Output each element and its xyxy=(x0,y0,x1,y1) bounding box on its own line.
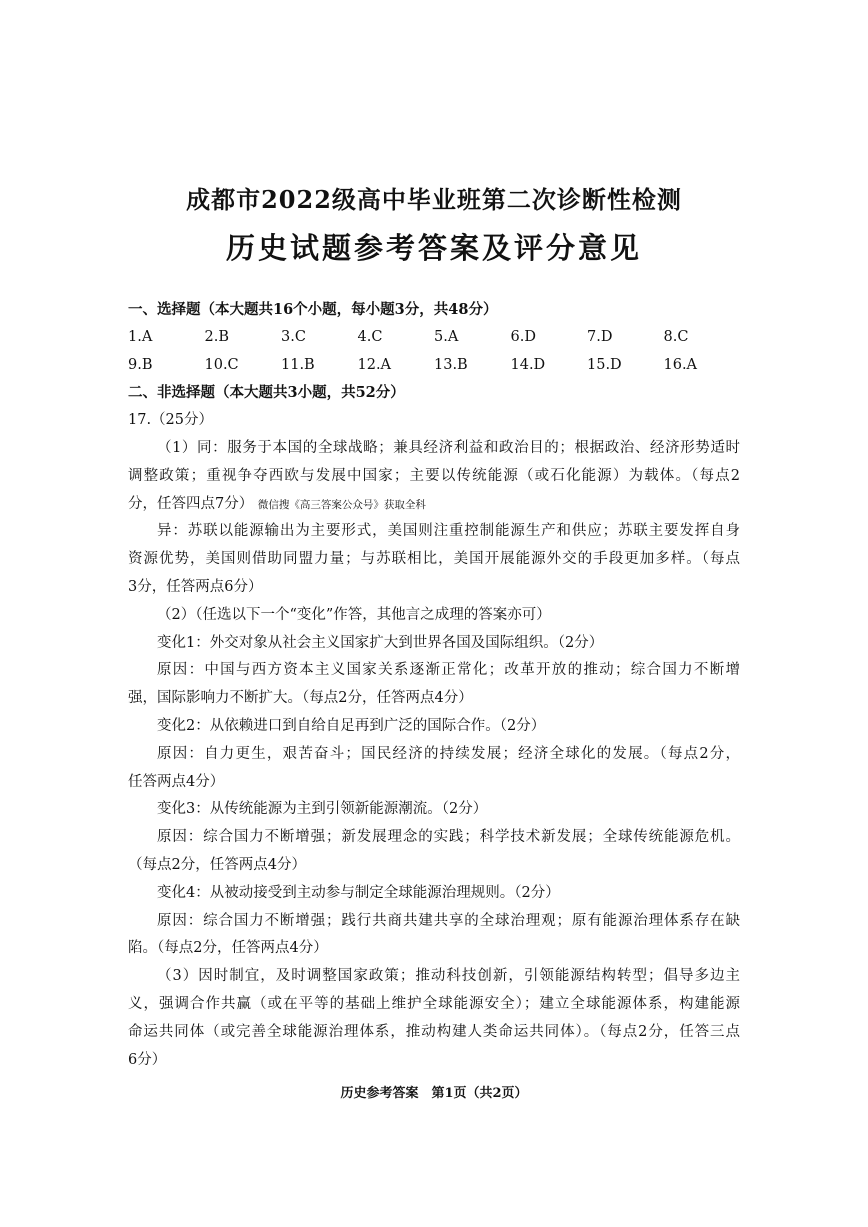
watermark-note: 微信搜《高三答案公众号》获取全科 xyxy=(257,498,426,511)
reason-text-line: 陷。（每点2分，任答两点4分） xyxy=(128,940,328,957)
page-footer: 历史参考答案 第1页（共2页） xyxy=(340,1086,528,1101)
answer-content xyxy=(128,296,740,1074)
answer-item: 13.B xyxy=(434,356,468,373)
answer-text-line: （2）（任选以下一个“变化”作答，其他言之成理的答案亦可） xyxy=(157,606,551,623)
answer-item: 3.C xyxy=(281,328,306,345)
reason-text-line: 原因：综合国力不断增强；践行共商共建共享的全球治理观；原有能源治理体系存在缺 xyxy=(157,912,740,929)
answer-item: 5.A xyxy=(434,328,459,345)
answer-item: 9.B xyxy=(128,356,153,373)
answer-text-line xyxy=(128,491,740,519)
score-note: 分，任答四点7分） xyxy=(128,495,254,512)
answer-text-line: 3分，任答两点6分） xyxy=(128,578,263,595)
answer-text-line: 义，强调合作共赢（或在平等的基础上维护全球能源安全）；建立全球能源体系，构建能源 xyxy=(128,995,740,1012)
answer-item: 4.C xyxy=(357,328,383,345)
answer-text-line: （1）同：服务于本国的全球战略；兼具经济利益和政治目的；根据政治、经济形势适时 xyxy=(157,439,740,456)
change-item: 变化2：从依赖进口到自给自足再到广泛的国际合作。（2分） xyxy=(157,717,546,734)
answer-item: 8.C xyxy=(663,328,689,345)
answer-item: 12.A xyxy=(357,356,392,373)
answer-text-line: 6分） xyxy=(128,1051,167,1068)
reason-text-line: （每点2分，任答两点4分） xyxy=(128,856,306,873)
change-item: 变化4：从被动接受到主动参与制定全球能源治理规则。（2分） xyxy=(157,884,560,901)
answer-text-line: 调整政策；重视争夺西欧与发展中国家；主要以传统能源（或石化能源）为载体。（每点2 xyxy=(128,467,740,484)
reason-text-line: 原因：综合国力不断增强；新发展理念的实践；科学技术新发展；全球传统能源危机。 xyxy=(157,829,740,846)
reason-text-line: 原因：自力更生，艰苦奋斗；国民经济的持续发展；经济全球化的发展。（每点2分， xyxy=(157,745,740,762)
answer-text-line: 命运共同体（或完善全球能源治理体系，推动构建人类命运共同体）。（每点2分，任答三点 xyxy=(128,1023,740,1040)
reason-text-line: 强，国际影响力不断扩大。（每点2分，任答两点4分） xyxy=(128,690,473,707)
answer-item: 10.C xyxy=(204,356,239,373)
answer-item: 16.A xyxy=(663,356,698,373)
answer-item: 6.D xyxy=(510,328,536,345)
answer-item: 11.B xyxy=(281,356,315,373)
answer-text-line: 资源优势，美国则借助同盟力量；与苏联相比，美国开展能源外交的手段更加多样。（每点 xyxy=(128,551,740,568)
answer-item: 1.A xyxy=(128,328,153,345)
change-item: 变化1：外交对象从社会主义国家扩大到世界各国及国际组织。（2分） xyxy=(157,634,604,651)
reason-text-line: 原因：中国与西方资本主义国家关系逐渐正常化；改革开放的推动；综合国力不断增 xyxy=(157,662,740,679)
answer-text-line: （3）因时制宜，及时调整国家政策；推动科技创新，引领能源结构转型；倡导多边主 xyxy=(157,968,740,985)
answer-item: 15.D xyxy=(587,356,622,373)
answer-text-line: 异：苏联以能源输出为主要形式，美国则注重控制能源生产和供应；苏联主要发挥自身 xyxy=(157,523,740,540)
answer-row-1 xyxy=(128,324,740,352)
change-item: 变化3：从传统能源为主到引领新能源潮流。（2分） xyxy=(157,801,488,818)
answer-item: 7.D xyxy=(587,328,613,345)
answer-item: 2.B xyxy=(204,328,229,345)
answer-item: 14.D xyxy=(510,356,546,373)
question-17-label: 17.（25分） xyxy=(128,412,214,429)
section-heading-choice: 一、选择题（本大题共16个小题，每小题3分，共48分） xyxy=(128,301,498,318)
exam-title: 成都市2022级高中毕业班第二次诊断性检测 xyxy=(186,185,682,214)
answer-row-2 xyxy=(128,352,740,380)
answer-key-title: 历史试题参考答案及评分意见 xyxy=(225,231,642,265)
reason-text-line: 任答两点4分） xyxy=(128,773,225,790)
section-heading-nonchoice: 二、非选择题（本大题共3小题，共52分） xyxy=(128,384,405,402)
